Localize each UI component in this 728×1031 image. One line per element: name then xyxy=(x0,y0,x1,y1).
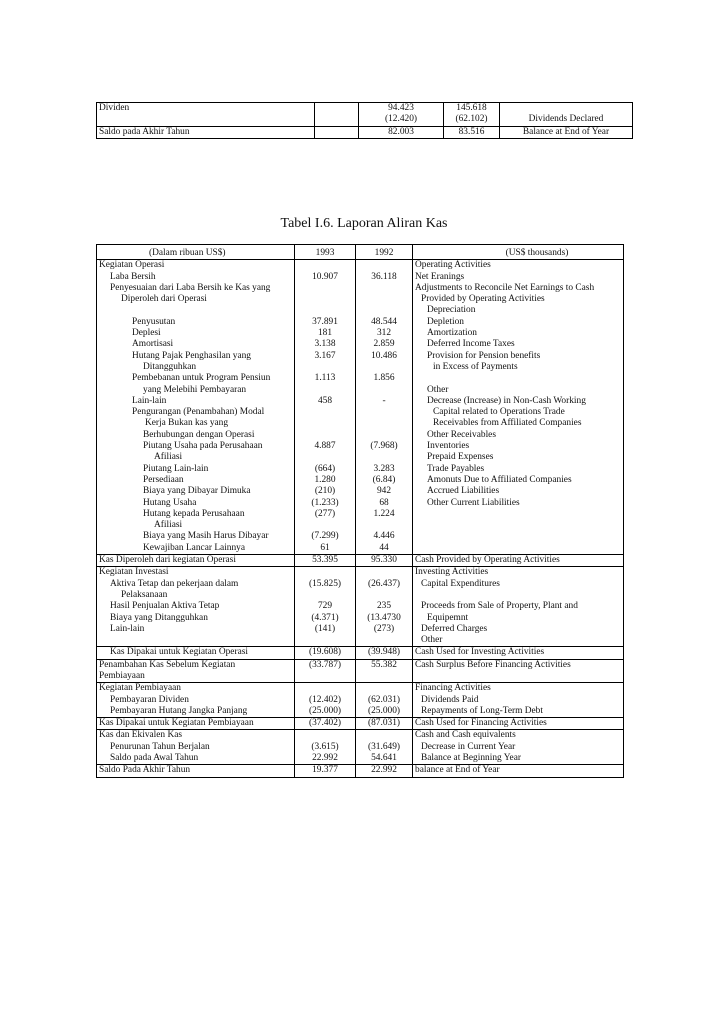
value-1993: (37.402) xyxy=(295,718,356,730)
table-row xyxy=(97,260,624,272)
value-1992: 2.859 xyxy=(356,339,413,350)
row-label: Deplesi xyxy=(97,328,295,339)
english-label: Capital related to Operations Trade xyxy=(413,407,624,418)
value-cell: 82.003 xyxy=(359,126,444,138)
english-label: Other xyxy=(413,385,624,396)
row-label: Biaya yang Masih Harus Dibayar xyxy=(97,531,295,542)
value-1992 xyxy=(356,283,413,294)
english-label: Decrease (Increase) in Non-Cash Working xyxy=(413,396,624,407)
row-label: Saldo pada Awal Tahun xyxy=(97,753,295,765)
value-1992: (25.000) xyxy=(356,706,413,718)
table-row xyxy=(97,624,624,635)
value-1992 xyxy=(356,305,413,316)
row-label: Biaya yang Ditangguhkan xyxy=(97,613,295,624)
value-1993 xyxy=(295,683,356,695)
table-row xyxy=(97,373,624,384)
english-label: Accrued Liabilities xyxy=(413,486,624,497)
cash-flow-table xyxy=(96,244,624,778)
english-label: Depletion xyxy=(413,317,624,328)
english-label: Inventories xyxy=(413,441,624,452)
row-label: Penyesuaian dari Laba Bersih ke Kas yang xyxy=(97,283,295,294)
year-1993-header: 1993 xyxy=(295,245,356,260)
value-1993: (7.299) xyxy=(295,531,356,542)
table-row xyxy=(97,531,624,542)
row-label: Diperoleh dari Operasi xyxy=(97,294,295,305)
table-row xyxy=(97,590,624,601)
table-row xyxy=(97,579,624,590)
value-1992: (13.4730 xyxy=(356,613,413,624)
row-label: Hasil Penjualan Aktiva Tetap xyxy=(97,601,295,612)
value-1993 xyxy=(295,567,356,579)
value-1992: (26.437) xyxy=(356,579,413,590)
value-1993 xyxy=(295,294,356,305)
row-label: Piutang Usaha pada Perusahaan xyxy=(97,441,295,452)
english-label xyxy=(413,543,624,555)
table-row xyxy=(97,567,624,579)
value-1992: (87.031) xyxy=(356,718,413,730)
row-label: Lain-lain xyxy=(97,624,295,635)
english-label: Proceeds from Sale of Property, Plant and xyxy=(413,601,624,612)
value-1993 xyxy=(295,671,356,683)
table-row xyxy=(97,647,624,659)
row-label: Persediaan xyxy=(97,475,295,486)
english-label: Dividends Paid xyxy=(413,695,624,706)
value-1993 xyxy=(295,730,356,742)
value-1992 xyxy=(356,635,413,647)
value-1992: 4.446 xyxy=(356,531,413,542)
row-label: Kegiatan Pembiayaan xyxy=(97,683,295,695)
value-1993 xyxy=(295,635,356,647)
table-row xyxy=(97,283,624,294)
english-label xyxy=(413,671,624,683)
value-1992: (6.84) xyxy=(356,475,413,486)
english-label: Prepaid Expenses xyxy=(413,452,624,463)
table-title: Tabel I.6. Laporan Aliran Kas xyxy=(280,216,448,231)
english-label xyxy=(413,373,624,384)
english-label: Balance at Beginning Year xyxy=(413,753,624,765)
english-label: Cash Used for Investing Activities xyxy=(413,647,624,659)
english-label: Operating Activities xyxy=(413,260,624,272)
table-row xyxy=(97,671,624,683)
english-label xyxy=(413,590,624,601)
value-cell xyxy=(315,126,359,138)
row-label: Penambahan Kas Sebelum Kegiatan xyxy=(97,660,295,671)
value-1993: 10.907 xyxy=(295,272,356,283)
table-row xyxy=(97,695,624,706)
value-1992 xyxy=(356,362,413,373)
value-1993 xyxy=(295,520,356,531)
table-row xyxy=(97,601,624,612)
english-label: Investing Activities xyxy=(413,567,624,579)
value-1992: 312 xyxy=(356,328,413,339)
value-1993: (141) xyxy=(295,624,356,635)
table-row xyxy=(97,742,624,753)
value-1992: 1.224 xyxy=(356,509,413,520)
value-1993: 19.377 xyxy=(295,765,356,777)
english-label: Adjustments to Reconcile Net Earnings to Cash xyxy=(413,283,624,294)
value-1993 xyxy=(295,407,356,418)
value-1992 xyxy=(356,418,413,429)
english-label: Capital Expenditures xyxy=(413,579,624,590)
row-label: Kas Dipakai untuk Kegiatan Operasi xyxy=(97,647,295,659)
row-label: Hutang Pajak Penghasilan yang xyxy=(97,351,295,362)
table-row xyxy=(97,362,624,373)
table-row xyxy=(97,718,624,730)
row-label: Hutang kepada Perusahaan xyxy=(97,509,295,520)
value-1993: (33.787) xyxy=(295,660,356,671)
english-label: Provided by Operating Activities xyxy=(413,294,624,305)
table-row xyxy=(97,385,624,396)
english-label: Trade Payables xyxy=(413,464,624,475)
value-1992: 36.118 xyxy=(356,272,413,283)
value-1993: 61 xyxy=(295,543,356,555)
value-1993 xyxy=(295,590,356,601)
value-1993 xyxy=(295,283,356,294)
value-1992: (273) xyxy=(356,624,413,635)
value-1992: 10.486 xyxy=(356,351,413,362)
value-1992: 942 xyxy=(356,486,413,497)
english-label: balance at End of Year xyxy=(413,765,624,777)
value-1993: 458 xyxy=(295,396,356,407)
table-row xyxy=(97,103,633,127)
value-1992: (31.649) xyxy=(356,742,413,753)
table-row xyxy=(97,543,624,555)
row-label: Pembiayaan xyxy=(97,671,295,683)
table-row xyxy=(97,509,624,520)
value-1992: 55.382 xyxy=(356,660,413,671)
english-label: Amonuts Due to Affiliated Companies xyxy=(413,475,624,486)
table-row xyxy=(97,555,624,567)
english-label: Net Eranings xyxy=(413,272,624,283)
value-1993: (664) xyxy=(295,464,356,475)
table-row xyxy=(97,407,624,418)
value-1993: 3.167 xyxy=(295,351,356,362)
dividend-balance-table xyxy=(96,102,633,139)
english-label: Equipemnt xyxy=(413,613,624,624)
row-label: Saldo pada Akhir Tahun xyxy=(97,126,315,138)
value-cell: 94.423 (12.420) xyxy=(359,103,444,127)
table-row xyxy=(97,351,624,362)
value-1992 xyxy=(356,452,413,463)
row-label: Afiliasi xyxy=(97,452,295,463)
english-label: Decrease in Current Year xyxy=(413,742,624,753)
row-label: Pembebanan untuk Program Pensiun xyxy=(97,373,295,384)
value-1993: 181 xyxy=(295,328,356,339)
row-label: Kegiatan Investasi xyxy=(97,567,295,579)
table-row xyxy=(97,765,624,777)
english-label: Cash Provided by Operating Activities xyxy=(413,555,624,567)
value-1992: 22.992 xyxy=(356,765,413,777)
value-1992 xyxy=(356,567,413,579)
value-cell xyxy=(315,103,359,127)
table-row xyxy=(97,753,624,765)
english-label: Financing Activities xyxy=(413,683,624,695)
value-1992: 3.283 xyxy=(356,464,413,475)
value-1993: (25.000) xyxy=(295,706,356,718)
value-1993 xyxy=(295,430,356,441)
value-1993: 1.113 xyxy=(295,373,356,384)
english-label: Other Receivables xyxy=(413,430,624,441)
row-label: Kas Diperoleh dari kegiatan Operasi xyxy=(97,555,295,567)
row-label: Aktiva Tetap dan pekerjaan dalam xyxy=(97,579,295,590)
table-row xyxy=(97,126,633,138)
table-row xyxy=(97,660,624,671)
value-1992: (7.968) xyxy=(356,441,413,452)
row-label: Piutang Lain-lain xyxy=(97,464,295,475)
table-row xyxy=(97,464,624,475)
table-row xyxy=(97,683,624,695)
value-1993 xyxy=(295,260,356,272)
value-1993: 729 xyxy=(295,601,356,612)
table-row xyxy=(97,486,624,497)
english-label: Other Current Liabilities xyxy=(413,498,624,509)
value-1992 xyxy=(356,430,413,441)
table-row xyxy=(97,452,624,463)
value-1993 xyxy=(295,305,356,316)
value-1992: 1.856 xyxy=(356,373,413,384)
english-label: Deferred Charges xyxy=(413,624,624,635)
value-1993: 53.395 xyxy=(295,555,356,567)
english-label: Depreciation xyxy=(413,305,624,316)
value-1993: (12.402) xyxy=(295,695,356,706)
row-label: Afiliasi xyxy=(97,520,295,531)
row-label: Ditangguhkan xyxy=(97,362,295,373)
value-1992: (39.948) xyxy=(356,647,413,659)
value-1993 xyxy=(295,385,356,396)
english-label: Other xyxy=(413,635,624,647)
english-label: Amortization xyxy=(413,328,624,339)
row-label: yang Melebihi Pembayaran xyxy=(97,385,295,396)
table-row xyxy=(97,272,624,283)
row-label xyxy=(97,635,295,647)
value-cell: 83.516 xyxy=(444,126,500,138)
english-label: Cash Used for Financing Activities xyxy=(413,718,624,730)
value-1993: 4.887 xyxy=(295,441,356,452)
row-label: Berhubungan dengan Operasi xyxy=(97,430,295,441)
table-row xyxy=(97,706,624,718)
row-label: Saldo Pada Akhir Tahun xyxy=(97,765,295,777)
row-label: Kerja Bukan kas yang xyxy=(97,418,295,429)
table-row xyxy=(97,396,624,407)
table-row xyxy=(97,328,624,339)
value-1993: (277) xyxy=(295,509,356,520)
row-label: Kewajiban Lancar Lainnya xyxy=(97,543,295,555)
row-label: Biaya yang Dibayar Dimuka xyxy=(97,486,295,497)
value-1993: 22.992 xyxy=(295,753,356,765)
row-label: Pelaksanaan xyxy=(97,590,295,601)
table-row xyxy=(97,418,624,429)
table-row xyxy=(97,520,624,531)
row-label: Laba Bersih xyxy=(97,272,295,283)
value-1992 xyxy=(356,671,413,683)
table-row xyxy=(97,498,624,509)
table-row xyxy=(97,305,624,316)
value-1993: (3.615) xyxy=(295,742,356,753)
row-label: Kegiatan Operasi xyxy=(97,260,295,272)
row-label: Kas dan Ekivalen Kas xyxy=(97,730,295,742)
value-1992: 44 xyxy=(356,543,413,555)
value-1992: 68 xyxy=(356,498,413,509)
table-row xyxy=(97,430,624,441)
value-1993: (1.233) xyxy=(295,498,356,509)
row-label: Pembayaran Dividen xyxy=(97,695,295,706)
value-1993 xyxy=(295,418,356,429)
english-unit-label: (US$ thousands) xyxy=(413,245,624,260)
row-label: Pengurangan (Penambahan) Modal xyxy=(97,407,295,418)
value-1993: 3.138 xyxy=(295,339,356,350)
row-label: Amortisasi xyxy=(97,339,295,350)
english-label: Balance at End of Year xyxy=(500,126,633,138)
value-1993: 37.891 xyxy=(295,317,356,328)
value-1992 xyxy=(356,520,413,531)
value-1992 xyxy=(356,590,413,601)
row-label xyxy=(97,305,295,316)
value-1993 xyxy=(295,362,356,373)
english-label xyxy=(413,520,624,531)
unit-label: (Dalam ribuan US$) xyxy=(97,245,295,260)
value-1992: 235 xyxy=(356,601,413,612)
english-label: Receivables from Affiliated Companies xyxy=(413,418,624,429)
table-row xyxy=(97,294,624,305)
row-label: Hutang Usaha xyxy=(97,498,295,509)
value-1992 xyxy=(356,385,413,396)
english-label: Dividends Declared xyxy=(500,103,633,127)
row-label: Penurunan Tahun Berjalan xyxy=(97,742,295,753)
row-label: Kas Dipakai untuk Kegiatan Pembiayaan xyxy=(97,718,295,730)
value-1992 xyxy=(356,260,413,272)
value-1992 xyxy=(356,294,413,305)
english-label: in Excess of Payments xyxy=(413,362,624,373)
table-row xyxy=(97,441,624,452)
value-cell: 145.618 (62.102) xyxy=(444,103,500,127)
english-label xyxy=(413,509,624,520)
value-1993: 1.280 xyxy=(295,475,356,486)
english-label xyxy=(413,531,624,542)
table-header-row xyxy=(97,245,624,260)
value-1993: (4.371) xyxy=(295,613,356,624)
value-1993 xyxy=(295,452,356,463)
value-1992: 48.544 xyxy=(356,317,413,328)
value-1992 xyxy=(356,683,413,695)
english-label: Repayments of Long-Term Debt xyxy=(413,706,624,718)
year-1992-header: 1992 xyxy=(356,245,413,260)
value-1992: - xyxy=(356,396,413,407)
row-label: Dividen xyxy=(97,103,315,127)
value-1992: (62.031) xyxy=(356,695,413,706)
english-label: Deferred Income Taxes xyxy=(413,339,624,350)
table-row xyxy=(97,635,624,647)
english-label: Cash and Cash equivalents xyxy=(413,730,624,742)
value-1992 xyxy=(356,407,413,418)
table-row xyxy=(97,475,624,486)
table-row xyxy=(97,317,624,328)
row-label: Penyusutan xyxy=(97,317,295,328)
value-1993: (210) xyxy=(295,486,356,497)
value-1992 xyxy=(356,730,413,742)
value-1993: (19.608) xyxy=(295,647,356,659)
row-label: Pembayaran Hutang Jangka Panjang xyxy=(97,706,295,718)
value-1992: 54.641 xyxy=(356,753,413,765)
table-row xyxy=(97,613,624,624)
row-label: Lain-lain xyxy=(97,396,295,407)
english-label: Provision for Pension benefits xyxy=(413,351,624,362)
table-row xyxy=(97,730,624,742)
table-row xyxy=(97,339,624,350)
value-1993: (15.825) xyxy=(295,579,356,590)
value-1992: 95.330 xyxy=(356,555,413,567)
english-label: Cash Surplus Before Financing Activities xyxy=(413,660,624,671)
